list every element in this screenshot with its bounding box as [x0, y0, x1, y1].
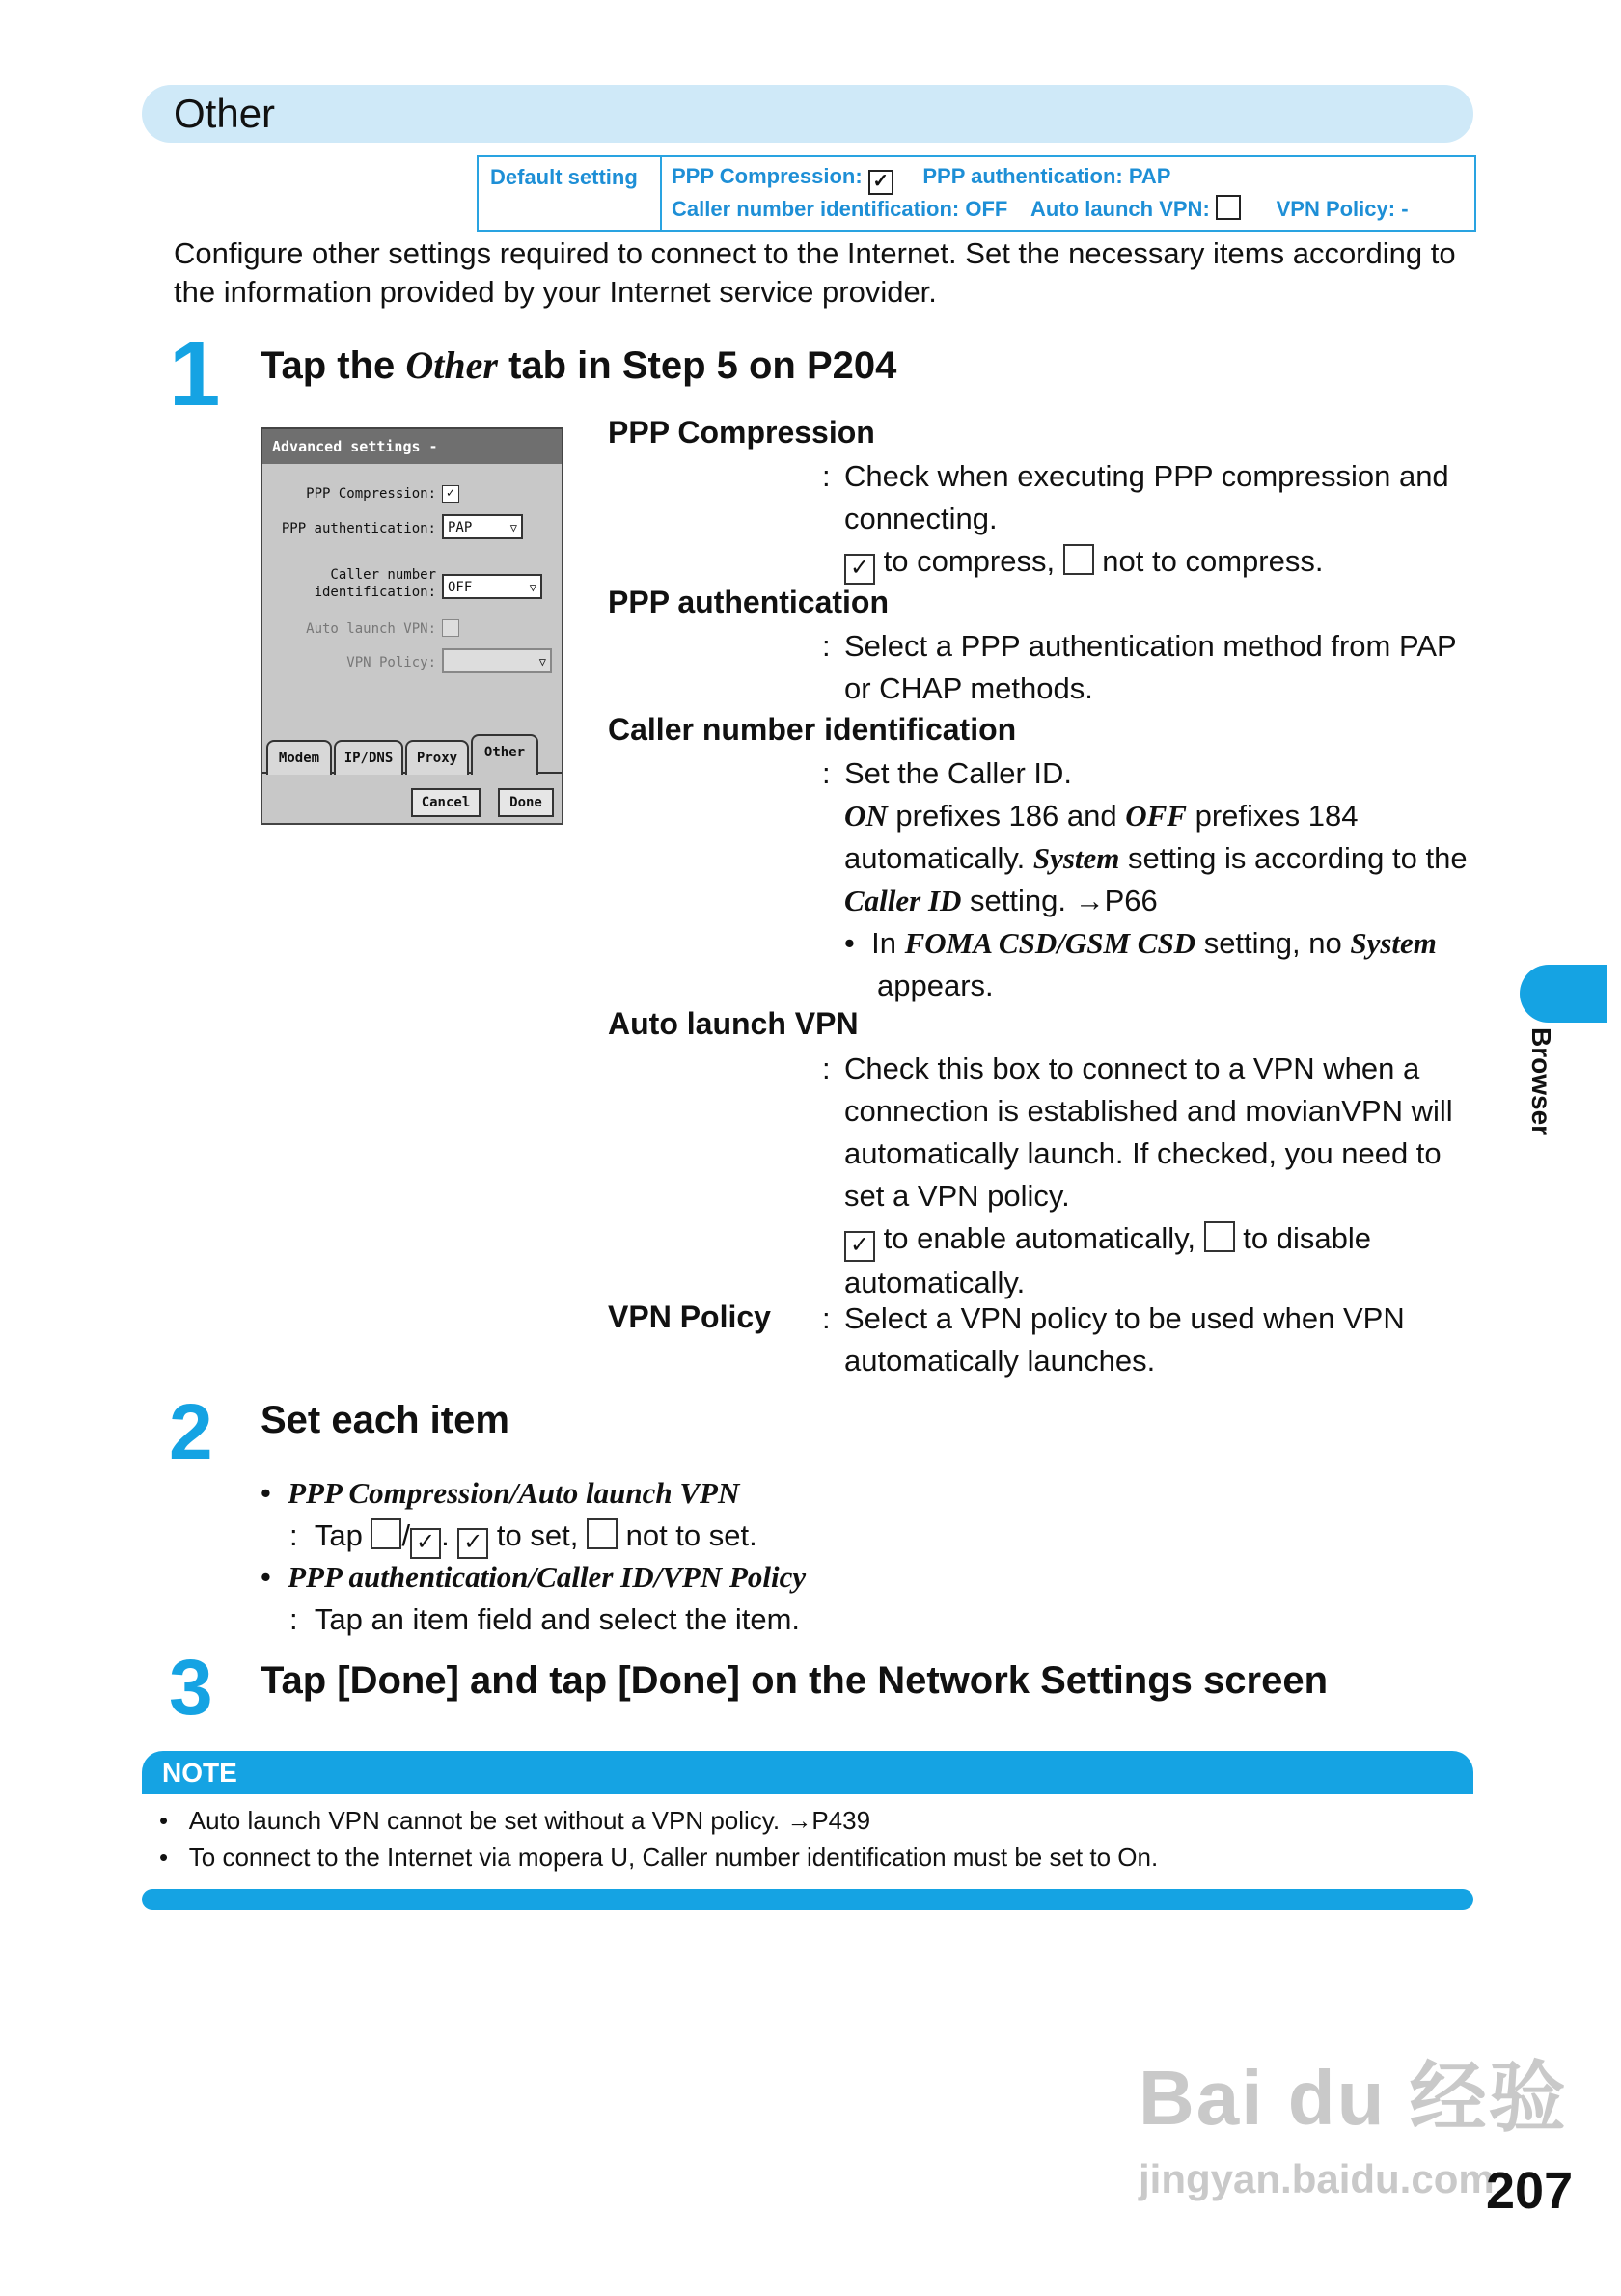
device-cancel-button[interactable]: Cancel: [411, 788, 481, 817]
desc-caller-id: Set the Caller ID. ON prefixes 186 and OFF prefixes 184 automatically. System setting is according to the Caller ID setting. →P66 • In FOMA CSD/GSM CSD setting, no System appears.: [844, 752, 1481, 1007]
default-caller-id: Caller number identification: OFF: [672, 197, 1008, 221]
step-number-2: 2: [169, 1388, 213, 1476]
device-tab-proxy[interactable]: Proxy: [405, 740, 469, 775]
checked-box-icon: ✓: [844, 554, 875, 585]
default-settings-label: Default setting: [479, 157, 662, 230]
device-auto-vpn-label: Auto launch VPN:: [306, 621, 436, 637]
device-done-button[interactable]: Done: [498, 788, 554, 817]
unchecked-box-icon: [1216, 195, 1241, 220]
desc-vpn-policy: Select a VPN policy to be used when VPN automatically launches.: [844, 1301, 1405, 1378]
checked-box-icon: ✓: [410, 1528, 441, 1559]
section-header-bar: [142, 85, 1473, 143]
default-ppp-authentication: PPP authentication: PAP: [922, 164, 1171, 188]
device-ppp-auth-dropdown[interactable]: PAP ▽: [442, 514, 523, 539]
device-ppp-auth-label: PPP authentication:: [281, 521, 436, 536]
step-2-item-2-desc: : Tap an item field and select the item.: [289, 1602, 801, 1636]
step-2-title: Set each item: [261, 1399, 509, 1441]
dropdown-arrow-icon: ▽: [529, 581, 536, 594]
term-vpn-policy: VPN Policy: [608, 1299, 771, 1334]
unchecked-box-icon: [587, 1518, 618, 1549]
default-settings-box: [477, 155, 1476, 232]
default-settings-values: [662, 157, 1474, 230]
note-label: NOTE: [162, 1758, 237, 1788]
note-item: • Auto launch VPN cannot be set without a VPN policy. →P439: [159, 1806, 871, 1835]
term-ppp-authentication: PPP authentication: [608, 585, 890, 619]
device-vpn-policy-dropdown[interactable]: [442, 648, 552, 673]
step-2-item-2: • PPP authentication/Caller ID/VPN Policy: [261, 1560, 807, 1594]
term-auto-launch-vpn: Auto launch VPN: [608, 1006, 859, 1041]
watermark-url: jingyan.baidu.com: [1139, 2156, 1495, 2201]
checked-box-icon: ✓: [457, 1528, 488, 1559]
device-screenshot: [261, 427, 563, 825]
side-tab-label: Browser: [1526, 1027, 1556, 1136]
device-caller-label-2: identification:: [314, 585, 436, 600]
step-number-1: 1: [169, 322, 221, 425]
desc-auto-launch-vpn: Check this box to connect to a VPN when a connection is established and movianVPN will automatically launch. If checked, you need to set a VPN policy. ✓ to enable automatically, to disable automatically.: [844, 1052, 1453, 1299]
unchecked-box-icon: [1204, 1221, 1235, 1252]
note-bottom-bar: [142, 1889, 1473, 1910]
device-title-bar: Advanced settings -: [262, 429, 562, 464]
device-caller-dropdown[interactable]: OFF ▽: [442, 574, 542, 599]
device-vpn-policy-label: VPN Policy:: [346, 655, 436, 670]
colon: :: [822, 459, 831, 493]
colon: :: [822, 1301, 831, 1335]
note-item: • To connect to the Internet via mopera U, Caller number identification must be set to On.: [159, 1843, 1159, 1872]
device-caller-label-1: Caller number: [330, 567, 436, 583]
step-3-title: Tap [Done] and tap [Done] on the Network Settings screen: [261, 1659, 1329, 1702]
desc-ppp-compression: Check when executing PPP compression and connecting. ✓ to compress, not to compress.: [844, 455, 1481, 585]
caller-bullet: • In FOMA CSD/GSM CSD setting, no System appears.: [844, 926, 1437, 1002]
checked-box-icon: ✓: [868, 170, 893, 195]
unchecked-box-icon: [1063, 544, 1094, 575]
desc-ppp-authentication: Select a PPP authentication method from PAP or CHAP methods.: [844, 629, 1457, 705]
section-title: Other: [174, 91, 276, 136]
device-tab-modem[interactable]: Modem: [266, 740, 332, 775]
default-auto-launch: Auto launch VPN:: [1030, 197, 1210, 221]
term-caller-id: Caller number identification: [608, 712, 1017, 747]
watermark-logo: Bai du 经验: [1139, 2055, 1568, 2141]
colon: :: [822, 629, 831, 663]
device-tab-other[interactable]: Other: [471, 734, 538, 775]
default-ppp-compression: PPP Compression:: [672, 164, 863, 188]
default-vpn-policy: VPN Policy: -: [1276, 197, 1409, 221]
checked-box-icon: ✓: [844, 1231, 875, 1262]
step-number-3: 3: [169, 1644, 213, 1732]
dropdown-arrow-icon: ▽: [538, 655, 546, 669]
term-ppp-compression: PPP Compression: [608, 415, 875, 450]
colon: :: [822, 1052, 831, 1085]
step-2-item-1-desc: : Tap / ✓ . ✓ to set, not to set.: [289, 1515, 757, 1559]
page-number: 207: [1486, 2162, 1574, 2220]
note-header-bar: [142, 1751, 1473, 1794]
unchecked-box-icon: [371, 1518, 401, 1549]
device-ppp-compression-checkbox[interactable]: ✓: [442, 485, 459, 503]
side-tab-marker: [1520, 965, 1607, 1023]
step-2-item-1: • PPP Compression/Auto launch VPN: [261, 1476, 740, 1510]
colon: :: [822, 756, 831, 790]
device-tab-ip-dns[interactable]: IP/DNS: [334, 740, 403, 775]
dropdown-arrow-icon: ▽: [509, 521, 517, 534]
step-1-title: Tap the Other tab in Step 5 on P204: [261, 343, 897, 387]
device-auto-vpn-checkbox[interactable]: [442, 619, 459, 637]
device-ppp-compression-label: PPP Compression:: [306, 486, 436, 502]
intro-text: Configure other settings required to connect to the Internet. Set the necessary items according to the information provided by your Internet service provider.: [174, 236, 1456, 309]
